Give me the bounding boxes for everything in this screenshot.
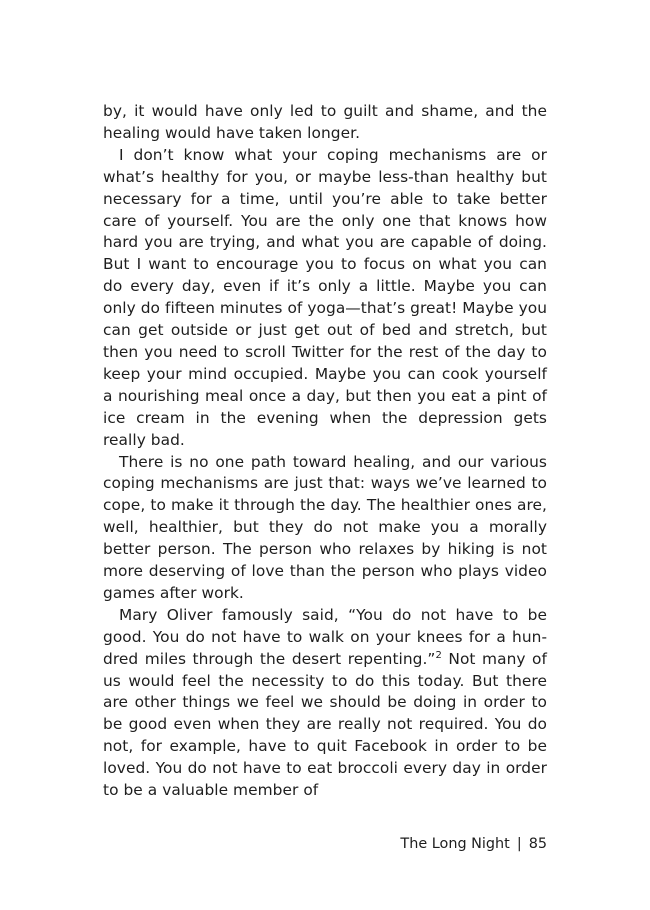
paragraph-continuation: by, it would have only led to guilt and shame, and the healing would have taken longer. <box>103 102 547 142</box>
page-number: 85 <box>528 836 547 852</box>
page-body <box>103 101 547 802</box>
paragraph-mary-oliver <box>103 605 547 802</box>
running-footer <box>400 834 547 854</box>
footer-separator: | <box>516 836 522 852</box>
paragraph-path-toward-healing: There is no one path toward healing, and our various coping mechanisms are just that: ways we’ve learned to cope, to make it through the day. The healthier ones are, well, healthier, but they do not make you a morally better person. The person who relaxes by hiking is not more deserving of love than the person who plays video games after work. <box>103 452 547 602</box>
quote-text: Mary Oliver famously said, “You do not have to be good. You do not have to walk on your knees for a hundred miles through the desert repenting.” <box>103 605 547 668</box>
quote-followup-text: Not many of us would feel the necessity to do this today. But there are other things we feel we should be doing in order to be good even when they are really not required. You do not, for example, have to quit Facebook in order to be loved. You do not have to eat broccoli every day in order to be a valuable member of <box>103 649 547 800</box>
footnote-marker: 2 <box>435 649 442 661</box>
paragraph-coping-mechanisms: I don’t know what your coping mechanisms are or what’s healthy for you, or maybe less-than healthy but necessary for a time, until you’re able to take better care of yourself. You are the only one that knows how hard you are trying, and what you are capable of doing. But I want to encourage you to focus on what you can do every day, even if it’s only a little. Maybe you can only do fifteen minutes of yoga—that’s great! Maybe you can get outside or just get out of bed and stretch, but then you need to scroll Twitter for the rest of the day to keep your mind occupied. Maybe you can cook yourself a nourishing meal once a day, but then you eat a pint of ice cream in the evening when the depression gets really bad. <box>103 145 547 449</box>
book-title: The Long Night <box>400 836 510 852</box>
